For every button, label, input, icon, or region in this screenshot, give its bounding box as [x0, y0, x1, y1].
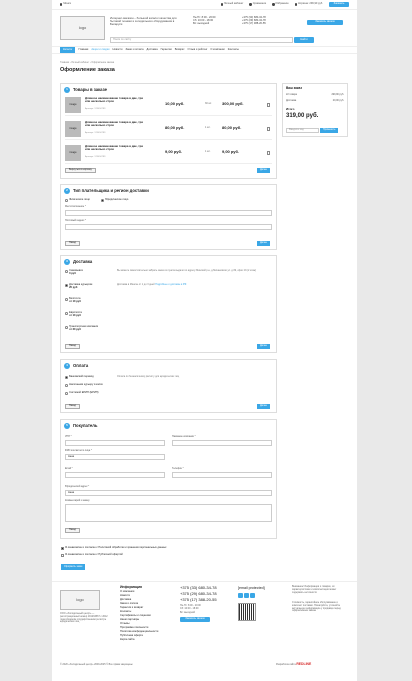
product-image[interactable]: image	[65, 121, 81, 137]
back-button[interactable]: Назад	[65, 528, 80, 533]
account-link[interactable]: Личный кабинет	[221, 3, 244, 6]
delivery-section: 3 Доставка Самовывоз 0 руб Доставка курьером 20 руб Белпочта от 10 руб Европочта от 10 руб Транспортная компания от 20 руб Вы можете самостоятельно забрать заказ из пункта выдачи по адресу Минский р-н, д.Михановичи ул. д.69, офис 16 (2 этаж) Доставка в Минске от 1 до 3 дней Подробнее о доставке в РФ Назад Далее	[60, 255, 277, 353]
page	[52, 0, 357, 681]
step-badge: 4	[64, 363, 70, 369]
order-button[interactable]: Заказать	[329, 2, 349, 7]
step-badge: 3	[64, 259, 70, 265]
vk-icon[interactable]	[238, 593, 243, 598]
address-input[interactable]: Анна	[65, 490, 272, 496]
email-input[interactable]	[65, 472, 165, 478]
search-input[interactable]: Поиск по сайту	[110, 37, 293, 43]
nav-item[interactable]: Контакты	[227, 47, 239, 51]
footer-links: Информация О компании Новости Доставка Заказ и оплата Гарантия и возврат Контакты Сертификаты и лицензии Наши партнёры Отзывы Программа лояльности Политика конфиденциальности Публичная оферта Карта сайта	[120, 585, 159, 642]
qr-code	[238, 603, 256, 621]
user-icon	[221, 3, 223, 5]
apply-promo-button[interactable]: Применить	[320, 128, 338, 133]
nav-item[interactable]: Акции и скидки	[91, 47, 110, 51]
step-badge: 2	[64, 188, 70, 194]
cart-link[interactable]: Корзина: 299,90 руб.	[295, 3, 323, 6]
comment-textarea[interactable]	[65, 504, 272, 522]
table-row: image Длинное наименование товара в две, три или несколько строк Артикул: 123456789 10,00 руб. 30 шт. 300,00 руб.	[65, 94, 272, 116]
topbar	[52, 0, 357, 10]
city-selector[interactable]: Минск	[60, 3, 71, 6]
header-description: Интернет-магазин – большой каталог качества для бытовой техники и холодильного оборудования в Беларуси	[110, 16, 177, 27]
favorites-link[interactable]: Избранное	[272, 3, 289, 6]
back-to-cart-button[interactable]: Вернуться в корзину	[65, 168, 96, 173]
heart-icon	[272, 3, 274, 5]
unp-input[interactable]	[65, 440, 165, 446]
developer-logo[interactable]: REDLINE	[296, 662, 312, 666]
next-button[interactable]: Далее	[257, 241, 270, 246]
location-icon	[60, 3, 62, 5]
promo-input[interactable]: Введите код	[286, 128, 319, 133]
footer: logo ООО «Холодильный центр» — регистрационный номер 191234567 с 2012 года в Едином государственном регистре юридических лиц Информация О компании Новости Доставка Заказ и оплата Гарантия и возврат Контакты Сертификаты и лицензии Наши партнёры Отзывы Программа лояльности Политика конфиденциальности Публичная оферта Карта сайта +375 (33) 680-34-78 +375 (29) 680-34-78 +375 (17) 388-20-55 Пн-Пт: 8:00 - 20:00 Сб: 10:00 - 18:00 Вс: выходной Заказать звонок [email protected] Внимание! Информация о товарах, их характеристиках и комплектации может содержать неточности Стоимость, гарантийное обслуживание и комплект поставки. Пожалуйста, уточняйте актуальную информацию у продавца перед оформлением заказа © 2020 «Холодильный центр» 2009-2025 © Все права защищены Разработка сайта REDLINE	[52, 581, 357, 681]
delivery-option[interactable]: Белпочта от 10 руб	[65, 298, 81, 304]
next-button[interactable]: Далее	[257, 168, 270, 173]
nav-item[interactable]: Возврат	[174, 47, 185, 51]
next-button[interactable]: Далее	[257, 344, 270, 349]
payment-section: 4 Оплата Банковский перевод Наличными курьеру в кассе Системой ЕРИП (ЕРИП) Оплата по безналичному расчёту для юридических лиц Назад Далее	[60, 359, 277, 413]
compare-link[interactable]: Сравнение	[249, 3, 266, 6]
payment-option[interactable]: Наличными курьеру в кассе	[65, 384, 103, 387]
location-input[interactable]	[65, 210, 272, 216]
logo[interactable]: logo	[60, 16, 105, 40]
cart-icon	[295, 3, 297, 5]
social-icons	[238, 593, 255, 598]
agree-privacy-checkbox[interactable]: Я ознакомлен и согласен с Политикой обработки и хранения персональных данных	[61, 547, 166, 550]
delivery-option[interactable]: Самовывоз 0 руб	[65, 270, 83, 276]
nav-item[interactable]: Заказ и оплата	[125, 47, 144, 51]
instagram-icon[interactable]	[250, 593, 255, 598]
next-button[interactable]: Далее	[257, 404, 270, 409]
radio-individual[interactable]: Физическое лицо	[65, 199, 90, 202]
phone-input[interactable]	[172, 472, 272, 478]
footer-logo[interactable]: logo	[60, 590, 100, 610]
order-summary: Ваш заказ 22 товара 299,90 руб. Доставка 20,00 руб. Итого 319,00 руб. Введите код Применить	[282, 83, 348, 137]
contact-input[interactable]: Анна	[65, 454, 165, 460]
order-total: 319,00 руб.	[286, 113, 319, 119]
trash-icon[interactable]	[267, 151, 270, 155]
nav-item[interactable]: Отзыв и рейтинг	[187, 47, 208, 51]
product-image[interactable]: image	[65, 97, 81, 113]
catalog-button[interactable]: Каталог	[60, 47, 75, 53]
trash-icon[interactable]	[267, 127, 270, 131]
payer-section: 2 Тип плательщика и регион доставки Физическое лицо Юридическое лицо Местоположение * Почтовый индекс * Назад Далее	[60, 184, 277, 250]
back-button[interactable]: Назад	[65, 241, 80, 246]
nav-item[interactable]: Гарантии	[160, 47, 172, 51]
breadcrumb[interactable]: Главная › Личный кабинет › Оформление заказа	[60, 61, 115, 64]
agree-offer-checkbox[interactable]: Я ознакомлен и согласен с Публичной офертой	[61, 554, 123, 557]
payment-option[interactable]: Системой ЕРИП (ЕРИП)	[65, 392, 99, 395]
radio-legal[interactable]: Юридическое лицо	[101, 199, 128, 202]
step-badge: 5	[64, 423, 70, 429]
header-schedule: Пн-Пт: 8:00 - 20:00 Сб: 10:00 - 18:00 Вс: выходной	[193, 16, 216, 25]
table-row: image Длинное наименование товара в две, три или несколько строк Артикул: 123456789 80,00 руб. 1 шт. 80,00 руб.	[65, 118, 272, 140]
nav-item[interactable]: Доставка	[146, 47, 158, 51]
delivery-option[interactable]: Доставка курьером 20 руб	[65, 284, 92, 290]
search-button[interactable]: Найти	[294, 37, 314, 43]
product-image[interactable]: image	[65, 145, 81, 161]
delivery-option[interactable]: Европочта от 10 руб	[65, 312, 82, 318]
payment-option[interactable]: Банковский перевод	[65, 376, 94, 379]
table-row: image Длинное наименование товара в две, три или несколько строк Артикул: 123456789 9,00 руб. 1 шт. 9,00 руб.	[65, 142, 272, 164]
nav-item[interactable]: Новости	[112, 47, 123, 51]
nav-item[interactable]: О компании	[210, 47, 225, 51]
postcode-input[interactable]	[65, 224, 272, 230]
page-title: Оформление заказа	[60, 66, 115, 73]
company-input[interactable]	[172, 440, 272, 446]
delivery-info-link[interactable]: Подробнее о доставке в РФ	[155, 283, 187, 286]
back-button[interactable]: Назад	[65, 344, 80, 349]
telegram-icon[interactable]	[244, 593, 249, 598]
nav-item[interactable]: Главная	[78, 47, 89, 51]
goods-section: 1 Товары в заказе image Длинное наименование товара в две, три или несколько строк Артикул: 123456789 10,00 руб. 30 шт. 300,00 руб. image Длинное наименование товара в две, три или несколько строк Артикул: 123456789 80,00 руб. 1 шт. 80,00 руб. image Длинное наименование товара в две, три или несколько строк Артикул: 123456789 9,00 руб. 1 шт. 9,00 руб. Вернуться в корзину Далее	[60, 83, 277, 179]
footer-callback-button[interactable]: Заказать звонок	[180, 617, 210, 622]
footer-email[interactable]: [email protected]	[238, 586, 265, 590]
footer-phones: +375 (33) 680-34-78 +375 (29) 680-34-78 +375 (17) 388-20-55 Пн-Пт: 8:00 - 20:00 Сб: 10:00 - 18:00 Вс: выходной Заказать звонок	[180, 585, 217, 621]
delivery-option[interactable]: Транспортная компания от 20 руб	[65, 326, 98, 332]
callback-button[interactable]: Заказать звонок	[307, 20, 343, 25]
submit-order-button[interactable]: Оформить заказ	[61, 564, 85, 570]
trash-icon[interactable]	[267, 103, 270, 107]
back-button[interactable]: Назад	[65, 404, 80, 409]
buyer-section: 5 Покупатель УНП * Название компании * ФИО контактного лица * Анна Email * Телефон * Юридический адрес * Анна Комментарий к заказу Назад	[60, 419, 277, 539]
compare-icon	[249, 3, 251, 5]
header-phones: +375 (33) 680-34-78 +375 (29) 680-34-78 +375 (17) 388-20-55	[242, 16, 266, 25]
header	[52, 10, 357, 46]
main-nav	[52, 46, 357, 54]
step-badge: 1	[64, 87, 70, 93]
